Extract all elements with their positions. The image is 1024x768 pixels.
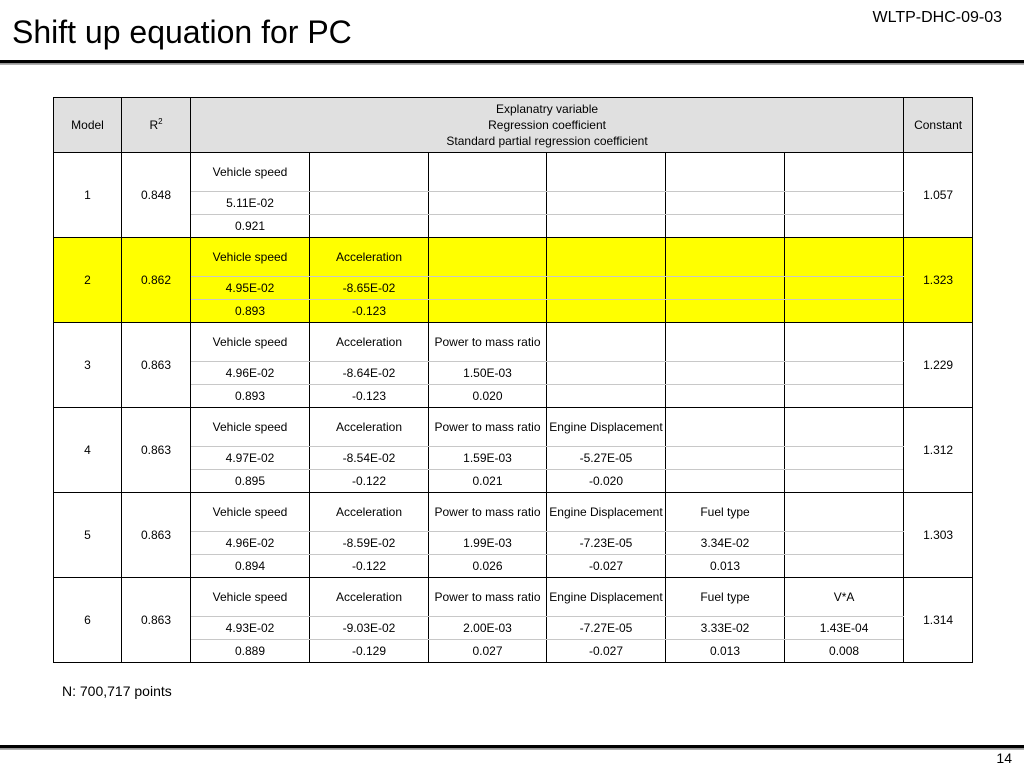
standard-coefficient-cell: [666, 470, 785, 493]
r-squared-exponent: 2: [158, 117, 163, 126]
regression-coefficient-cell: 5.11E-02: [191, 192, 310, 215]
regression-coefficient-cell: -8.65E-02: [310, 277, 429, 300]
variable-name-cell: [785, 153, 904, 192]
variable-name-cell: Engine Displacement: [547, 493, 666, 532]
variable-name-cell: [547, 323, 666, 362]
standard-coefficient-cell: -0.123: [310, 300, 429, 323]
regression-coefficient-cell: -8.59E-02: [310, 532, 429, 555]
table-row: [54, 532, 973, 555]
regression-coefficient-cell: [666, 277, 785, 300]
variable-name-cell: Engine Displacement: [547, 578, 666, 617]
model-number-cell: 6: [54, 578, 122, 663]
regression-coefficient-cell: 1.59E-03: [429, 447, 547, 470]
table-row: [54, 640, 973, 663]
r-squared-cell: 0.863: [122, 408, 191, 493]
page-number: 14: [996, 750, 1012, 766]
standard-coefficient-cell: [785, 300, 904, 323]
standard-coefficient-cell: [429, 215, 547, 238]
variable-name-cell: Fuel type: [666, 578, 785, 617]
regression-coefficient-cell: [785, 277, 904, 300]
r-squared-cell: 0.863: [122, 323, 191, 408]
variable-name-cell: Acceleration: [310, 323, 429, 362]
standard-coefficient-cell: 0.021: [429, 470, 547, 493]
regression-coefficient-cell: 1.50E-03: [429, 362, 547, 385]
regression-coefficient-cell: [785, 532, 904, 555]
standard-coefficient-cell: [666, 215, 785, 238]
standard-coefficient-cell: 0.893: [191, 385, 310, 408]
page-title: Shift up equation for PC: [12, 14, 352, 50]
variable-name-cell: Power to mass ratio: [429, 323, 547, 362]
explanatory-header-line2: Regression coefficient: [488, 118, 606, 132]
standard-coefficient-cell: -0.020: [547, 470, 666, 493]
model-number-cell: 2: [54, 238, 122, 323]
standard-coefficient-cell: 0.895: [191, 470, 310, 493]
variable-name-cell: Power to mass ratio: [429, 493, 547, 532]
sample-size-note: N: 700,717 points: [62, 683, 172, 699]
standard-coefficient-cell: -0.129: [310, 640, 429, 663]
model-number-cell: 5: [54, 493, 122, 578]
variable-name-cell: [547, 238, 666, 277]
regression-table: [53, 97, 973, 663]
regression-coefficient-cell: 4.95E-02: [191, 277, 310, 300]
variable-name-cell: Engine Displacement: [547, 408, 666, 447]
standard-coefficient-cell: [785, 215, 904, 238]
r-squared-header: [122, 98, 191, 153]
explanatory-header-line1: Explanatry variable: [496, 102, 599, 116]
regression-coefficient-cell: [785, 447, 904, 470]
regression-coefficient-cell: 1.99E-03: [429, 532, 547, 555]
standard-coefficient-cell: 0.889: [191, 640, 310, 663]
variable-name-cell: [666, 323, 785, 362]
regression-coefficient-cell: [785, 362, 904, 385]
standard-coefficient-cell: 0.893: [191, 300, 310, 323]
standard-coefficient-cell: 0.026: [429, 555, 547, 578]
regression-coefficient-cell: -5.27E-05: [547, 447, 666, 470]
r-squared-cell: 0.863: [122, 578, 191, 663]
regression-coefficient-cell: 3.34E-02: [666, 532, 785, 555]
variable-name-cell: [547, 153, 666, 192]
table-row: [54, 555, 973, 578]
standard-coefficient-cell: 0.013: [666, 555, 785, 578]
regression-coefficient-cell: 1.43E-04: [785, 617, 904, 640]
table-row: [54, 215, 973, 238]
constant-header: Constant: [904, 98, 973, 153]
regression-coefficient-cell: -8.64E-02: [310, 362, 429, 385]
constant-cell: 1.312: [904, 408, 973, 493]
constant-cell: 1.057: [904, 153, 973, 238]
variable-name-cell: Acceleration: [310, 578, 429, 617]
regression-coefficient-cell: 4.93E-02: [191, 617, 310, 640]
variable-name-cell: [666, 153, 785, 192]
model-number-cell: 3: [54, 323, 122, 408]
standard-coefficient-cell: 0.894: [191, 555, 310, 578]
standard-coefficient-cell: 0.027: [429, 640, 547, 663]
explanatory-header-line3: Standard partial regression coefficient: [446, 134, 648, 148]
constant-cell: 1.314: [904, 578, 973, 663]
variable-name-cell: Vehicle speed: [191, 323, 310, 362]
constant-cell: 1.303: [904, 493, 973, 578]
regression-coefficient-cell: -7.27E-05: [547, 617, 666, 640]
regression-coefficient-cell: [310, 192, 429, 215]
table-body: [54, 153, 973, 663]
variable-name-cell: Power to mass ratio: [429, 408, 547, 447]
r-squared-cell: 0.848: [122, 153, 191, 238]
regression-coefficient-cell: -7.23E-05: [547, 532, 666, 555]
regression-coefficient-cell: 2.00E-03: [429, 617, 547, 640]
variable-name-cell: [785, 493, 904, 532]
variable-name-cell: Power to mass ratio: [429, 578, 547, 617]
standard-coefficient-cell: [547, 215, 666, 238]
r-squared-cell: 0.862: [122, 238, 191, 323]
r-squared-base: R: [149, 118, 159, 132]
variable-name-cell: [666, 408, 785, 447]
explanatory-variable-header: [191, 98, 904, 153]
regression-coefficient-cell: [429, 192, 547, 215]
variable-name-cell: [429, 153, 547, 192]
table-row: [54, 300, 973, 323]
standard-coefficient-cell: [666, 300, 785, 323]
variable-name-cell: [785, 408, 904, 447]
variable-name-cell: [785, 323, 904, 362]
standard-coefficient-cell: [785, 385, 904, 408]
standard-coefficient-cell: [785, 555, 904, 578]
regression-coefficient-cell: [547, 362, 666, 385]
regression-coefficient-cell: [547, 277, 666, 300]
regression-coefficient-cell: [666, 362, 785, 385]
variable-name-cell: Acceleration: [310, 493, 429, 532]
variable-name-cell: [785, 238, 904, 277]
standard-coefficient-cell: -0.027: [547, 555, 666, 578]
table-row: [54, 192, 973, 215]
table-row: [54, 617, 973, 640]
table-row: [54, 447, 973, 470]
model-number-cell: 4: [54, 408, 122, 493]
regression-coefficient-cell: -9.03E-02: [310, 617, 429, 640]
table-row: [54, 578, 973, 617]
standard-coefficient-cell: [785, 470, 904, 493]
constant-cell: 1.229: [904, 323, 973, 408]
regression-coefficient-cell: [785, 192, 904, 215]
standard-coefficient-cell: 0.013: [666, 640, 785, 663]
table-row: [54, 153, 973, 192]
regression-coefficient-cell: [666, 447, 785, 470]
standard-coefficient-cell: -0.123: [310, 385, 429, 408]
standard-coefficient-cell: [547, 300, 666, 323]
variable-name-cell: [310, 153, 429, 192]
table-row: [54, 238, 973, 277]
variable-name-cell: Vehicle speed: [191, 493, 310, 532]
document-id: WLTP-DHC-09-03: [872, 9, 1002, 26]
standard-coefficient-cell: [310, 215, 429, 238]
standard-coefficient-cell: 0.008: [785, 640, 904, 663]
r-squared-cell: 0.863: [122, 493, 191, 578]
constant-cell: 1.323: [904, 238, 973, 323]
variable-name-cell: Vehicle speed: [191, 238, 310, 277]
standard-coefficient-cell: [547, 385, 666, 408]
standard-coefficient-cell: -0.027: [547, 640, 666, 663]
variable-name-cell: V*A: [785, 578, 904, 617]
table-row: [54, 493, 973, 532]
regression-coefficient-cell: 4.97E-02: [191, 447, 310, 470]
standard-coefficient-cell: 0.921: [191, 215, 310, 238]
table-row: [54, 323, 973, 362]
table-row: [54, 277, 973, 300]
standard-coefficient-cell: 0.020: [429, 385, 547, 408]
table-row: [54, 385, 973, 408]
regression-coefficient-cell: -8.54E-02: [310, 447, 429, 470]
variable-name-cell: Vehicle speed: [191, 578, 310, 617]
regression-coefficient-cell: [666, 192, 785, 215]
table-row: [54, 408, 973, 447]
table-row: [54, 470, 973, 493]
footer-divider: [0, 745, 1024, 750]
standard-coefficient-cell: [429, 300, 547, 323]
variable-name-cell: [666, 238, 785, 277]
table-row: [54, 362, 973, 385]
regression-coefficient-cell: [429, 277, 547, 300]
model-header: Model: [54, 98, 122, 153]
header-divider: [0, 60, 1024, 65]
standard-coefficient-cell: -0.122: [310, 470, 429, 493]
regression-coefficient-cell: 4.96E-02: [191, 532, 310, 555]
regression-coefficient-cell: 4.96E-02: [191, 362, 310, 385]
model-number-cell: 1: [54, 153, 122, 238]
standard-coefficient-cell: -0.122: [310, 555, 429, 578]
variable-name-cell: [429, 238, 547, 277]
variable-name-cell: Acceleration: [310, 408, 429, 447]
variable-name-cell: Acceleration: [310, 238, 429, 277]
variable-name-cell: Vehicle speed: [191, 408, 310, 447]
standard-coefficient-cell: [666, 385, 785, 408]
variable-name-cell: Vehicle speed: [191, 153, 310, 192]
variable-name-cell: Fuel type: [666, 493, 785, 532]
table-header-row: [54, 98, 973, 153]
regression-coefficient-cell: [547, 192, 666, 215]
regression-coefficient-cell: 3.33E-02: [666, 617, 785, 640]
